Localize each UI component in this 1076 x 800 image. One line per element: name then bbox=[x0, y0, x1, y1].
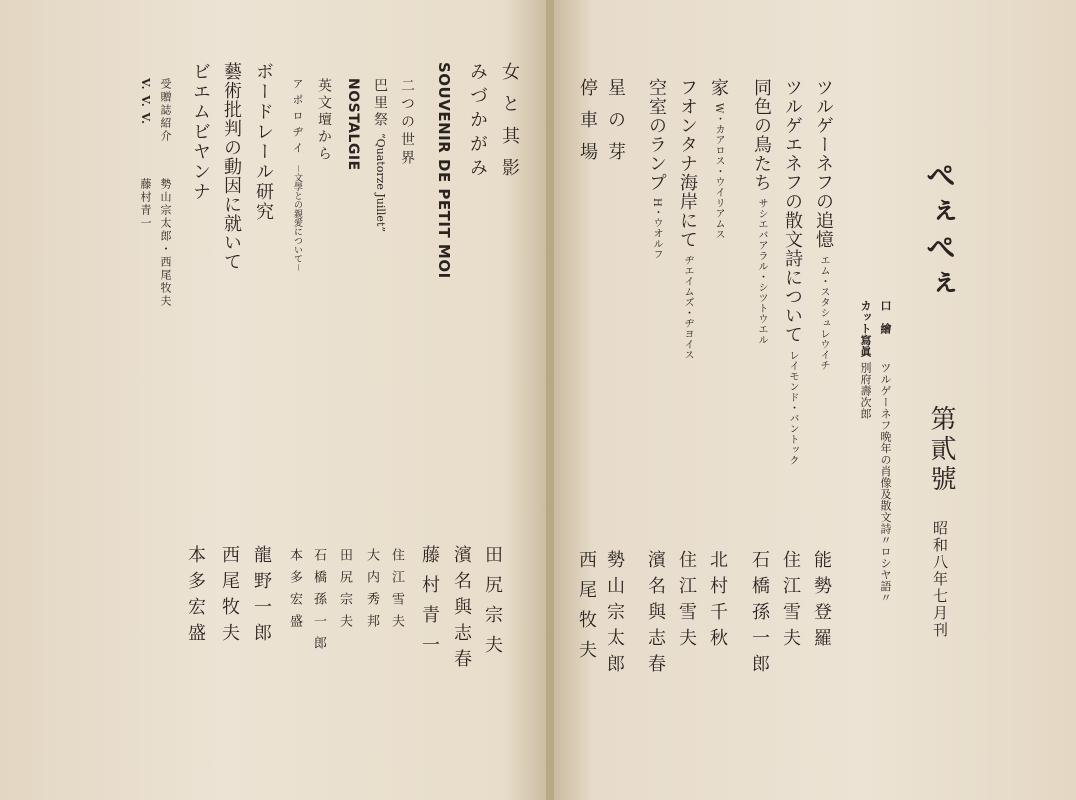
entry-author: 能勢登羅 bbox=[811, 550, 832, 654]
entry-title-text: ツルゲーネフの追憶 bbox=[813, 78, 834, 249]
entry-title bbox=[373, 78, 387, 232]
entry-author: 住江雪夫 bbox=[780, 550, 801, 654]
entry-subtitle: －文學との親愛について－ bbox=[292, 164, 302, 273]
frontispiece-label: 口 繪 bbox=[879, 300, 892, 335]
entry-author: 龍野一郎 bbox=[251, 545, 272, 649]
entry-title bbox=[783, 78, 801, 466]
entry-title: NOSTALGIE bbox=[345, 78, 361, 171]
entry-title bbox=[606, 78, 624, 174]
book-gutter bbox=[546, 0, 554, 800]
entry-subtitle: W・カアロス・ウイリアムス bbox=[713, 103, 724, 240]
entry-author: 住江雪夫 bbox=[676, 550, 697, 654]
entry-title bbox=[578, 78, 596, 174]
entry-title: 女と其影 bbox=[499, 62, 520, 190]
entry-author: 勢山宗太郎 bbox=[604, 550, 625, 680]
entry-author: 住江雪夫 bbox=[389, 548, 404, 636]
entry-title-text: ツルゲエネフの散文詩について bbox=[782, 78, 803, 344]
entry-subtitle: エム・スタシュレウイチ bbox=[818, 255, 829, 371]
entry-title bbox=[709, 78, 727, 240]
entry-title bbox=[814, 78, 832, 371]
entry-title: V. V. V. bbox=[139, 78, 152, 125]
entry-title: SOUVENIR DE PETIT MOI bbox=[435, 62, 453, 279]
magazine-title: ぺぇぺぇ bbox=[920, 160, 955, 304]
entry-author: 石橋孫一郎 bbox=[311, 548, 326, 658]
entry-title: 二つの世界 bbox=[399, 78, 415, 168]
entry-author: 田尻宗夫 bbox=[482, 545, 503, 665]
entry-title bbox=[678, 78, 696, 360]
entry-subtitle: レイモンド・バントック bbox=[787, 350, 798, 466]
cut-photo-name: 別府壽次郎 bbox=[859, 362, 872, 420]
entry-author: 田尻宗夫 bbox=[337, 548, 352, 636]
entry-author: 勢山宗太郎・西尾牧夫 bbox=[159, 178, 172, 308]
entry-title: 英文壇から bbox=[316, 78, 332, 163]
entry-subtitle: ヂエイムズ・ヂヨイス bbox=[682, 255, 693, 360]
entry-subtitle: H・ウオルフ bbox=[651, 198, 662, 260]
entry-title: ボードレール研究 bbox=[253, 62, 274, 222]
entry-subtitle: サシエバアラル・シツトウエル bbox=[756, 198, 767, 345]
entry-author: 濱名與志春 bbox=[645, 550, 666, 680]
entry-title bbox=[292, 78, 303, 272]
entry-author: 藤村青一 bbox=[419, 545, 440, 665]
entry-author: 石橋孫一郎 bbox=[749, 550, 770, 680]
entry-title bbox=[647, 78, 665, 260]
entry-author: 藤村青一 bbox=[139, 178, 152, 230]
entry-title: 受贈誌紹介 bbox=[159, 78, 172, 143]
entry-quote: “Quatorze Juillet” bbox=[374, 133, 387, 232]
entry-title-text: アポロヂイ bbox=[291, 78, 304, 158]
entry-title-text: 同色の鳥たち bbox=[751, 78, 772, 192]
entry-author: 北村千秋 bbox=[707, 550, 728, 654]
entry-author: 本多宏盛 bbox=[185, 545, 206, 649]
entry-title: ビエムビヤンナ bbox=[190, 62, 211, 202]
issue-date: 昭和八年七月刊 bbox=[931, 520, 949, 639]
entry-title: みづかがみ bbox=[467, 62, 488, 182]
frontispiece-text: ツルゲーネフ晩年の肖像及散文詩〃ロシヤ語〃 bbox=[879, 362, 892, 604]
entry-author: 大内秀邦 bbox=[364, 548, 379, 636]
cut-photo-label: カット寫眞 bbox=[859, 300, 872, 358]
entry-title-text: 星の芽 bbox=[605, 78, 626, 174]
entry-author: 西尾牧夫 bbox=[576, 550, 597, 670]
issue-number: 第貳號 bbox=[926, 405, 956, 495]
entry-author: 西尾牧夫 bbox=[219, 545, 240, 649]
entry-title-text: 空室のランプ bbox=[646, 78, 667, 192]
entry-title bbox=[752, 78, 770, 345]
entry-title-text: 巴里祭 bbox=[372, 78, 388, 129]
entry-title-text: 家 bbox=[708, 78, 729, 97]
entry-title: 藝術批判の動因に就いて bbox=[221, 62, 242, 271]
entry-author: 本多宏盛 bbox=[287, 548, 302, 636]
entry-author: 濱名與志春 bbox=[451, 545, 472, 675]
entry-title-text: 停車場 bbox=[577, 78, 598, 174]
entry-title-text: フオンタナ海岸にて bbox=[677, 78, 698, 249]
